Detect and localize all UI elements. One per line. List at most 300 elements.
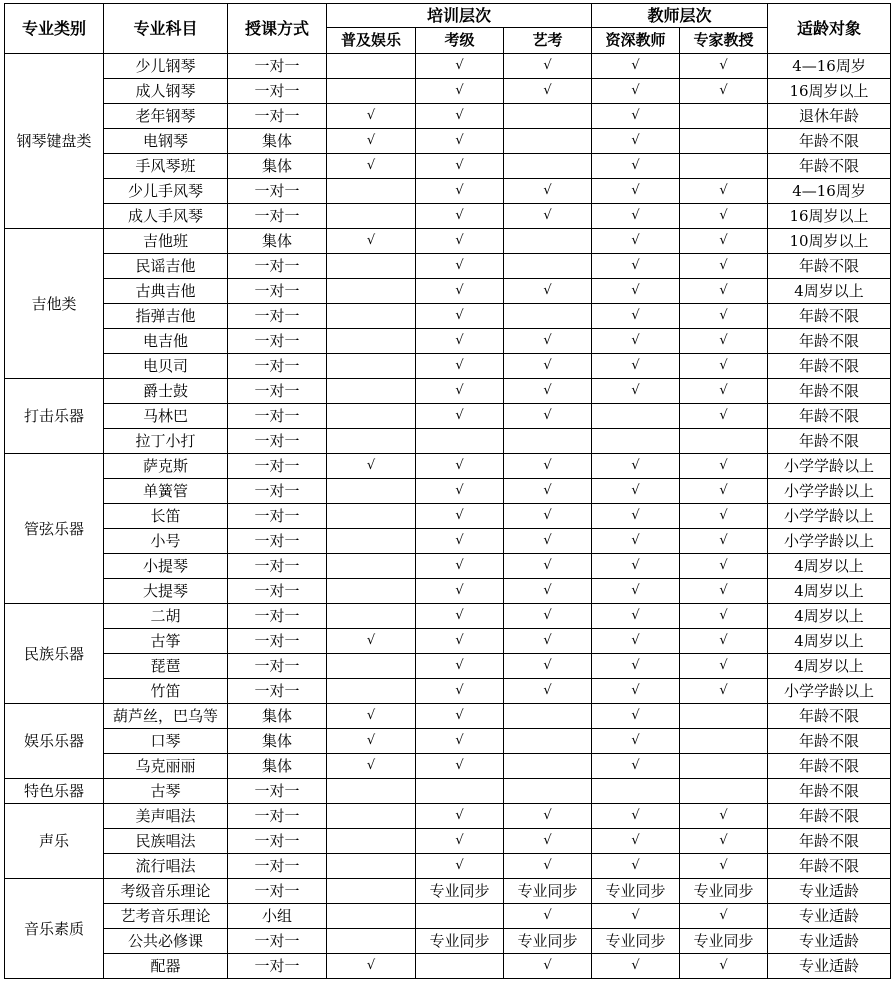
age-cell: 年龄不限 — [768, 779, 891, 804]
expert-professor-cell: √ — [680, 54, 768, 79]
grade-exam-cell: √ — [416, 54, 504, 79]
grade-exam-cell: √ — [416, 629, 504, 654]
subject-cell: 考级音乐理论 — [104, 879, 228, 904]
subject-cell: 少儿钢琴 — [104, 54, 228, 79]
age-cell: 16周岁以上 — [768, 204, 891, 229]
method-cell: 集体 — [228, 154, 327, 179]
category-cell: 管弦乐器 — [5, 454, 104, 604]
method-cell: 一对一 — [228, 879, 327, 904]
expert-professor-cell: √ — [680, 279, 768, 304]
category-cell: 民族乐器 — [5, 604, 104, 704]
method-cell: 一对一 — [228, 579, 327, 604]
category-cell: 音乐素质 — [5, 879, 104, 979]
table-row — [5, 904, 891, 929]
subject-cell: 口琴 — [104, 729, 228, 754]
header-senior-teacher: 资深教师 — [592, 28, 680, 54]
expert-professor-cell — [680, 154, 768, 179]
age-cell: 4周岁以上 — [768, 279, 891, 304]
method-cell: 一对一 — [228, 854, 327, 879]
art-exam-cell: √ — [504, 379, 592, 404]
method-cell: 集体 — [228, 704, 327, 729]
subject-cell: 老年钢琴 — [104, 104, 228, 129]
subject-cell: 乌克丽丽 — [104, 754, 228, 779]
leisure-cell: √ — [327, 229, 416, 254]
grade-exam-cell: √ — [416, 379, 504, 404]
art-exam-cell: √ — [504, 79, 592, 104]
grade-exam-cell: √ — [416, 804, 504, 829]
subject-cell: 公共必修课 — [104, 929, 228, 954]
table-row — [5, 404, 891, 429]
method-cell: 一对一 — [228, 179, 327, 204]
art-exam-cell — [504, 104, 592, 129]
art-exam-cell: √ — [504, 604, 592, 629]
senior-teacher-cell: √ — [592, 479, 680, 504]
method-cell: 一对一 — [228, 54, 327, 79]
category-cell: 打击乐器 — [5, 379, 104, 454]
subject-cell: 美声唱法 — [104, 804, 228, 829]
leisure-cell — [327, 179, 416, 204]
age-cell: 退休年龄 — [768, 104, 891, 129]
header-expert-professor: 专家教授 — [680, 28, 768, 54]
expert-professor-cell — [680, 104, 768, 129]
grade-exam-cell: √ — [416, 304, 504, 329]
table-row — [5, 204, 891, 229]
age-cell: 专业适龄 — [768, 929, 891, 954]
subject-cell: 流行唱法 — [104, 854, 228, 879]
age-cell: 年龄不限 — [768, 804, 891, 829]
subject-cell: 民族唱法 — [104, 829, 228, 854]
leisure-cell — [327, 929, 416, 954]
method-cell: 一对一 — [228, 829, 327, 854]
table-row — [5, 554, 891, 579]
subject-cell: 电贝司 — [104, 354, 228, 379]
art-exam-cell: √ — [504, 579, 592, 604]
subject-cell: 单簧管 — [104, 479, 228, 504]
senior-teacher-cell: √ — [592, 679, 680, 704]
expert-professor-cell: √ — [680, 179, 768, 204]
senior-teacher-cell: √ — [592, 279, 680, 304]
age-cell: 4周岁以上 — [768, 579, 891, 604]
leisure-cell — [327, 329, 416, 354]
expert-professor-cell: √ — [680, 654, 768, 679]
method-cell: 小组 — [228, 904, 327, 929]
leisure-cell: √ — [327, 454, 416, 479]
expert-professor-cell: √ — [680, 329, 768, 354]
leisure-cell — [327, 204, 416, 229]
method-cell: 一对一 — [228, 779, 327, 804]
age-cell: 专业适龄 — [768, 904, 891, 929]
leisure-cell — [327, 504, 416, 529]
grade-exam-cell: √ — [416, 579, 504, 604]
expert-professor-cell — [680, 429, 768, 454]
age-cell: 年龄不限 — [768, 729, 891, 754]
expert-professor-cell: √ — [680, 254, 768, 279]
age-cell: 年龄不限 — [768, 354, 891, 379]
grade-exam-cell: √ — [416, 704, 504, 729]
leisure-cell — [327, 279, 416, 304]
method-cell: 一对一 — [228, 929, 327, 954]
table-row — [5, 779, 891, 804]
header-method: 授课方式 — [228, 4, 327, 54]
art-exam-cell: √ — [504, 679, 592, 704]
subject-cell: 手风琴班 — [104, 154, 228, 179]
subject-cell: 古琴 — [104, 779, 228, 804]
art-exam-cell — [504, 304, 592, 329]
art-exam-cell — [504, 154, 592, 179]
expert-professor-cell: √ — [680, 479, 768, 504]
table-header — [5, 4, 891, 54]
senior-teacher-cell: √ — [592, 854, 680, 879]
art-exam-cell: √ — [504, 279, 592, 304]
age-cell: 4周岁以上 — [768, 654, 891, 679]
art-exam-cell — [504, 429, 592, 454]
leisure-cell — [327, 904, 416, 929]
table-row — [5, 454, 891, 479]
senior-teacher-cell: √ — [592, 829, 680, 854]
art-exam-cell: √ — [504, 329, 592, 354]
senior-teacher-cell: √ — [592, 129, 680, 154]
grade-exam-cell: √ — [416, 454, 504, 479]
grade-exam-cell: √ — [416, 504, 504, 529]
senior-teacher-cell: √ — [592, 204, 680, 229]
leisure-cell — [327, 79, 416, 104]
art-exam-cell: √ — [504, 654, 592, 679]
subject-cell: 少儿手风琴 — [104, 179, 228, 204]
expert-professor-cell — [680, 129, 768, 154]
leisure-cell — [327, 54, 416, 79]
method-cell: 一对一 — [228, 804, 327, 829]
senior-teacher-cell: √ — [592, 54, 680, 79]
age-cell: 年龄不限 — [768, 254, 891, 279]
leisure-cell — [327, 854, 416, 879]
header-grade-exam: 考级 — [416, 28, 504, 54]
method-cell: 一对一 — [228, 529, 327, 554]
grade-exam-cell: √ — [416, 754, 504, 779]
expert-professor-cell: √ — [680, 229, 768, 254]
header-training-level: 培训层次 — [327, 4, 592, 28]
table-row — [5, 879, 891, 904]
method-cell: 一对一 — [228, 479, 327, 504]
expert-professor-cell — [680, 779, 768, 804]
method-cell: 一对一 — [228, 379, 327, 404]
leisure-cell — [327, 354, 416, 379]
age-cell: 10周岁以上 — [768, 229, 891, 254]
subject-cell: 长笛 — [104, 504, 228, 529]
leisure-cell — [327, 379, 416, 404]
senior-teacher-cell: √ — [592, 454, 680, 479]
expert-professor-cell: √ — [680, 204, 768, 229]
subject-cell: 古典吉他 — [104, 279, 228, 304]
method-cell: 一对一 — [228, 404, 327, 429]
table-row — [5, 629, 891, 654]
leisure-cell — [327, 654, 416, 679]
age-cell: 年龄不限 — [768, 304, 891, 329]
age-cell: 年龄不限 — [768, 129, 891, 154]
subject-cell: 艺考音乐理论 — [104, 904, 228, 929]
method-cell: 一对一 — [228, 204, 327, 229]
leisure-cell: √ — [327, 754, 416, 779]
method-cell: 一对一 — [228, 454, 327, 479]
grade-exam-cell: √ — [416, 604, 504, 629]
table-row — [5, 304, 891, 329]
header-age: 适龄对象 — [768, 4, 891, 54]
senior-teacher-cell: √ — [592, 354, 680, 379]
subject-cell: 小号 — [104, 529, 228, 554]
leisure-cell — [327, 479, 416, 504]
table-row — [5, 104, 891, 129]
table-row — [5, 79, 891, 104]
expert-professor-cell: √ — [680, 454, 768, 479]
leisure-cell — [327, 529, 416, 554]
table-row — [5, 254, 891, 279]
age-cell: 16周岁以上 — [768, 79, 891, 104]
expert-professor-cell — [680, 754, 768, 779]
method-cell: 一对一 — [228, 429, 327, 454]
table-row — [5, 479, 891, 504]
table-row — [5, 529, 891, 554]
expert-professor-cell: √ — [680, 604, 768, 629]
table-row — [5, 729, 891, 754]
table-row — [5, 854, 891, 879]
table-row — [5, 654, 891, 679]
leisure-cell: √ — [327, 704, 416, 729]
senior-teacher-cell: √ — [592, 629, 680, 654]
table-row — [5, 754, 891, 779]
art-exam-cell: √ — [504, 804, 592, 829]
method-cell: 一对一 — [228, 329, 327, 354]
age-cell: 年龄不限 — [768, 329, 891, 354]
grade-exam-cell: √ — [416, 129, 504, 154]
age-cell: 专业适龄 — [768, 879, 891, 904]
leisure-cell: √ — [327, 129, 416, 154]
senior-teacher-cell — [592, 429, 680, 454]
senior-teacher-cell: 专业同步 — [592, 929, 680, 954]
expert-professor-cell: √ — [680, 904, 768, 929]
table-row — [5, 129, 891, 154]
leisure-cell: √ — [327, 154, 416, 179]
subject-cell: 指弹吉他 — [104, 304, 228, 329]
art-exam-cell: 专业同步 — [504, 929, 592, 954]
category-cell: 钢琴键盘类 — [5, 54, 104, 229]
senior-teacher-cell: √ — [592, 804, 680, 829]
category-cell: 声乐 — [5, 804, 104, 879]
method-cell: 一对一 — [228, 104, 327, 129]
header-category: 专业类别 — [5, 4, 104, 54]
leisure-cell — [327, 554, 416, 579]
grade-exam-cell: √ — [416, 229, 504, 254]
senior-teacher-cell: √ — [592, 729, 680, 754]
table-row — [5, 679, 891, 704]
art-exam-cell: √ — [504, 554, 592, 579]
subject-cell: 配器 — [104, 954, 228, 979]
subject-cell: 大提琴 — [104, 579, 228, 604]
subject-cell: 琵琶 — [104, 654, 228, 679]
subject-cell: 成人钢琴 — [104, 79, 228, 104]
senior-teacher-cell: √ — [592, 79, 680, 104]
leisure-cell — [327, 829, 416, 854]
senior-teacher-cell: √ — [592, 654, 680, 679]
art-exam-cell: √ — [504, 479, 592, 504]
leisure-cell — [327, 304, 416, 329]
leisure-cell — [327, 779, 416, 804]
category-cell: 特色乐器 — [5, 779, 104, 804]
art-exam-cell: 专业同步 — [504, 879, 592, 904]
age-cell: 年龄不限 — [768, 404, 891, 429]
senior-teacher-cell: √ — [592, 604, 680, 629]
senior-teacher-cell: √ — [592, 554, 680, 579]
grade-exam-cell: √ — [416, 329, 504, 354]
senior-teacher-cell: √ — [592, 504, 680, 529]
art-exam-cell: √ — [504, 354, 592, 379]
age-cell: 年龄不限 — [768, 829, 891, 854]
course-table — [4, 3, 891, 979]
method-cell: 集体 — [228, 129, 327, 154]
table-row — [5, 429, 891, 454]
header-teacher-level: 教师层次 — [592, 4, 768, 28]
expert-professor-cell: √ — [680, 504, 768, 529]
art-exam-cell — [504, 129, 592, 154]
subject-cell: 二胡 — [104, 604, 228, 629]
header-art-exam: 艺考 — [504, 28, 592, 54]
table-row — [5, 279, 891, 304]
grade-exam-cell — [416, 904, 504, 929]
grade-exam-cell — [416, 779, 504, 804]
expert-professor-cell: √ — [680, 304, 768, 329]
age-cell: 4周岁以上 — [768, 604, 891, 629]
senior-teacher-cell: √ — [592, 379, 680, 404]
method-cell: 集体 — [228, 229, 327, 254]
art-exam-cell: √ — [504, 529, 592, 554]
age-cell: 专业适龄 — [768, 954, 891, 979]
expert-professor-cell: √ — [680, 354, 768, 379]
grade-exam-cell: 专业同步 — [416, 879, 504, 904]
table-row — [5, 604, 891, 629]
age-cell: 小学学龄以上 — [768, 479, 891, 504]
art-exam-cell — [504, 779, 592, 804]
art-exam-cell — [504, 229, 592, 254]
grade-exam-cell: √ — [416, 654, 504, 679]
category-cell: 娱乐乐器 — [5, 704, 104, 779]
expert-professor-cell — [680, 729, 768, 754]
expert-professor-cell: √ — [680, 829, 768, 854]
senior-teacher-cell: √ — [592, 954, 680, 979]
grade-exam-cell: √ — [416, 204, 504, 229]
subject-cell: 成人手风琴 — [104, 204, 228, 229]
art-exam-cell: √ — [504, 504, 592, 529]
grade-exam-cell: √ — [416, 729, 504, 754]
subject-cell: 古筝 — [104, 629, 228, 654]
expert-professor-cell: 专业同步 — [680, 879, 768, 904]
senior-teacher-cell: √ — [592, 579, 680, 604]
grade-exam-cell: √ — [416, 179, 504, 204]
senior-teacher-cell: √ — [592, 904, 680, 929]
senior-teacher-cell: √ — [592, 229, 680, 254]
grade-exam-cell: √ — [416, 79, 504, 104]
table-row — [5, 54, 891, 79]
expert-professor-cell: √ — [680, 579, 768, 604]
table-body — [5, 54, 891, 979]
header-leisure: 普及娱乐 — [327, 28, 416, 54]
method-cell: 一对一 — [228, 554, 327, 579]
senior-teacher-cell: √ — [592, 154, 680, 179]
method-cell: 一对一 — [228, 604, 327, 629]
method-cell: 一对一 — [228, 279, 327, 304]
leisure-cell: √ — [327, 954, 416, 979]
grade-exam-cell: √ — [416, 854, 504, 879]
subject-cell: 民谣吉他 — [104, 254, 228, 279]
leisure-cell — [327, 604, 416, 629]
category-cell: 吉他类 — [5, 229, 104, 379]
art-exam-cell: √ — [504, 454, 592, 479]
art-exam-cell: √ — [504, 204, 592, 229]
senior-teacher-cell: √ — [592, 754, 680, 779]
grade-exam-cell — [416, 429, 504, 454]
grade-exam-cell: √ — [416, 479, 504, 504]
subject-cell: 马林巴 — [104, 404, 228, 429]
senior-teacher-cell: √ — [592, 329, 680, 354]
grade-exam-cell: √ — [416, 554, 504, 579]
method-cell: 集体 — [228, 754, 327, 779]
leisure-cell: √ — [327, 104, 416, 129]
senior-teacher-cell: √ — [592, 304, 680, 329]
method-cell: 一对一 — [228, 254, 327, 279]
art-exam-cell: √ — [504, 629, 592, 654]
table-row — [5, 504, 891, 529]
subject-cell: 电钢琴 — [104, 129, 228, 154]
table-row — [5, 929, 891, 954]
method-cell: 一对一 — [228, 504, 327, 529]
table-row — [5, 154, 891, 179]
expert-professor-cell: 专业同步 — [680, 929, 768, 954]
age-cell: 年龄不限 — [768, 379, 891, 404]
age-cell: 年龄不限 — [768, 854, 891, 879]
senior-teacher-cell: √ — [592, 179, 680, 204]
table-row — [5, 379, 891, 404]
art-exam-cell: √ — [504, 404, 592, 429]
leisure-cell — [327, 579, 416, 604]
header-subject: 专业科目 — [104, 4, 228, 54]
grade-exam-cell: 专业同步 — [416, 929, 504, 954]
art-exam-cell: √ — [504, 904, 592, 929]
age-cell: 小学学龄以上 — [768, 504, 891, 529]
expert-professor-cell: √ — [680, 554, 768, 579]
expert-professor-cell: √ — [680, 629, 768, 654]
grade-exam-cell: √ — [416, 354, 504, 379]
subject-cell: 葫芦丝，巴乌等 — [104, 704, 228, 729]
method-cell: 一对一 — [228, 79, 327, 104]
method-cell: 一对一 — [228, 304, 327, 329]
senior-teacher-cell — [592, 404, 680, 429]
leisure-cell: √ — [327, 629, 416, 654]
grade-exam-cell: √ — [416, 154, 504, 179]
expert-professor-cell: √ — [680, 379, 768, 404]
grade-exam-cell: √ — [416, 254, 504, 279]
senior-teacher-cell: √ — [592, 529, 680, 554]
age-cell: 年龄不限 — [768, 754, 891, 779]
method-cell: 一对一 — [228, 679, 327, 704]
table-row — [5, 954, 891, 979]
art-exam-cell — [504, 704, 592, 729]
grade-exam-cell: √ — [416, 104, 504, 129]
art-exam-cell: √ — [504, 954, 592, 979]
leisure-cell: √ — [327, 729, 416, 754]
table-row — [5, 229, 891, 254]
expert-professor-cell: √ — [680, 954, 768, 979]
subject-cell: 爵士鼓 — [104, 379, 228, 404]
age-cell: 4—16周岁 — [768, 54, 891, 79]
leisure-cell — [327, 879, 416, 904]
method-cell: 一对一 — [228, 654, 327, 679]
